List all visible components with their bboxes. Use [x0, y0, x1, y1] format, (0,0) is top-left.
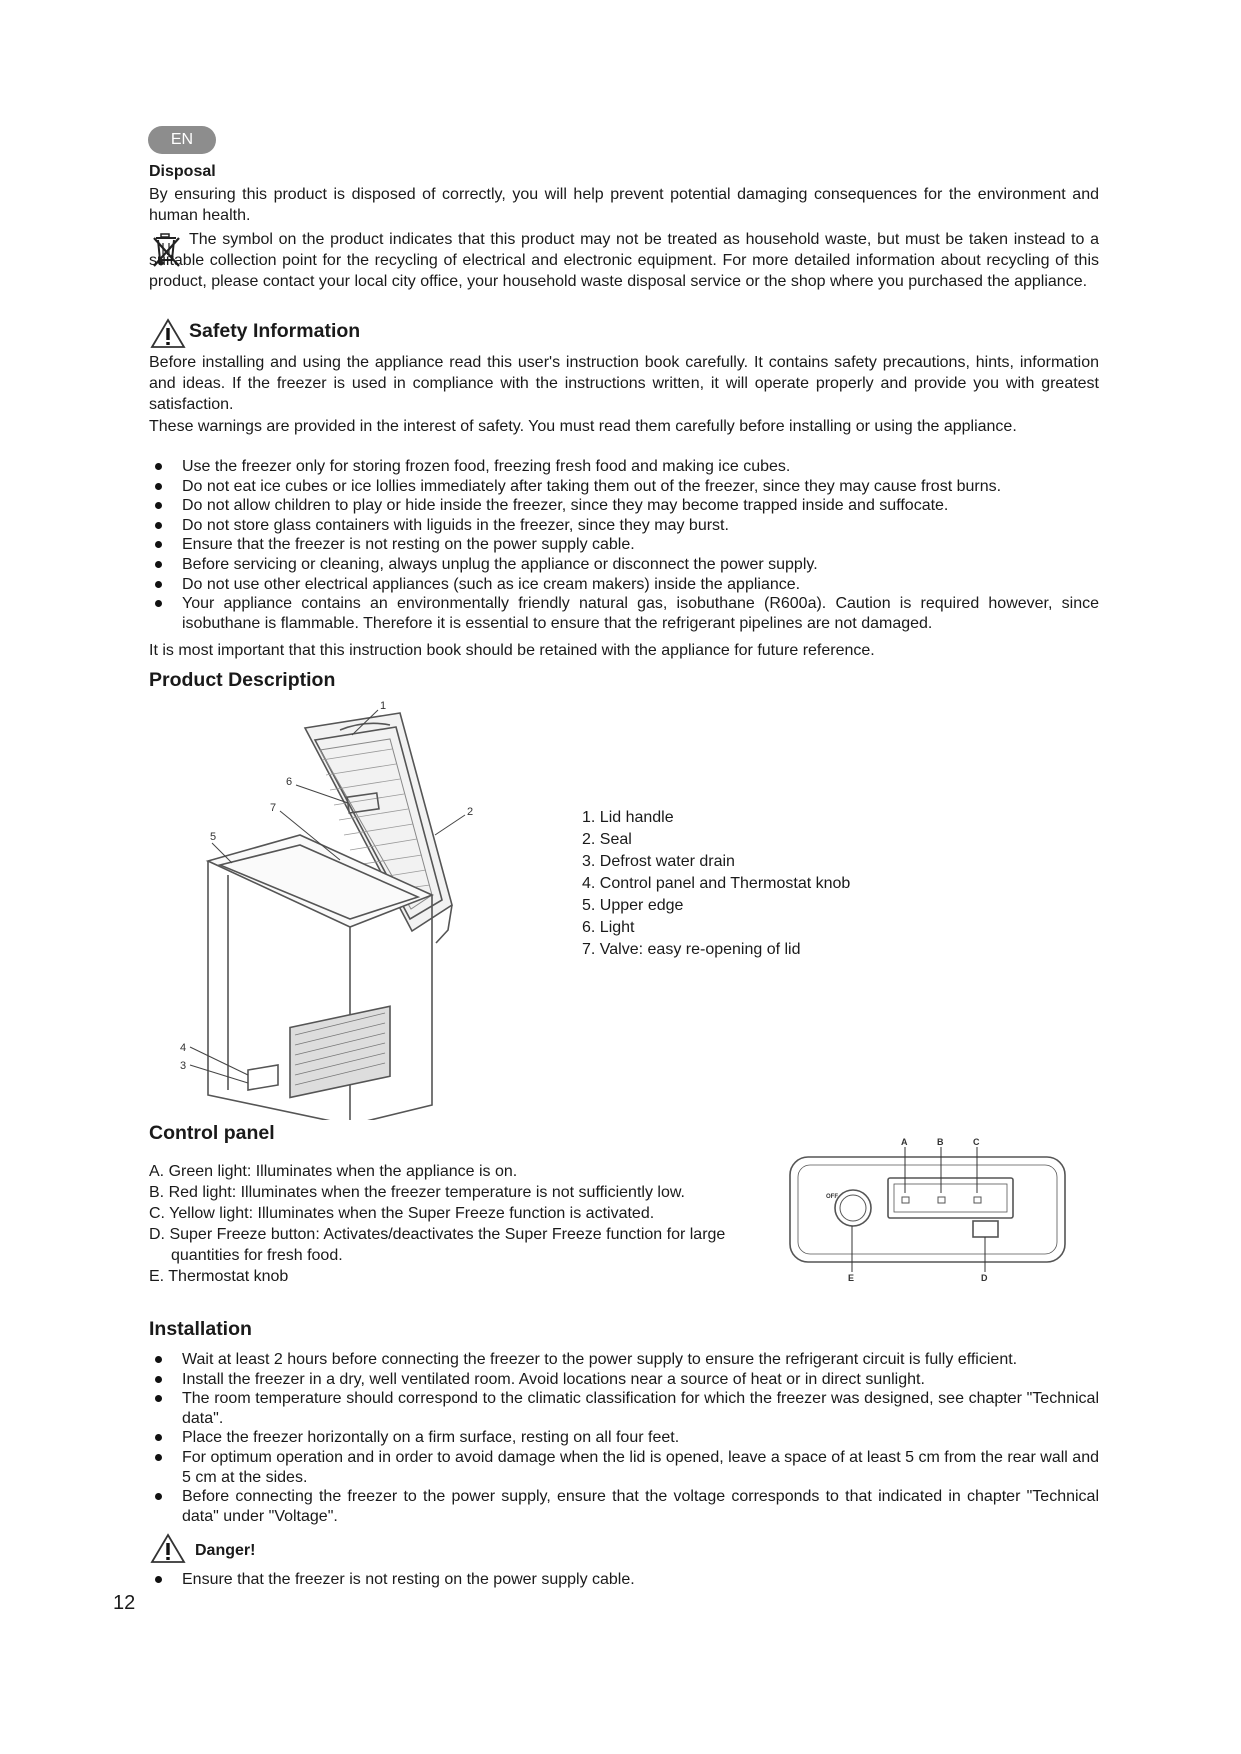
safety-heading: Safety Information	[189, 320, 361, 342]
product-description-heading: Product Description	[149, 669, 336, 691]
legend-item: 6. Light	[582, 919, 635, 936]
list-item: Your appliance contains an environmentally friendly natural gas, isobuthane (R600a). Caution is required however, since isobuthane is flammable. Therefore it is essential to ensure that the refrigerant pipelines are not damaged.	[149, 594, 1099, 633]
list-item: Ensure that the freezer is not resting on the power supply cable.	[149, 535, 1099, 555]
legend-item: 5. Upper edge	[582, 897, 684, 914]
list-item: Before servicing or cleaning, always unplug the appliance or disconnect the power supply.	[149, 555, 1099, 575]
label-a: A	[901, 1137, 908, 1147]
callout-3: 3	[180, 1060, 187, 1072]
legend-item: 2. Seal	[582, 831, 632, 848]
warning-triangle-icon	[150, 1533, 186, 1564]
label-b: B	[937, 1137, 944, 1147]
freezer-diagram	[170, 695, 490, 1120]
installation-list	[149, 1350, 1099, 1526]
safety-paragraph-2: These warnings are provided in the interest of safety. You must read them carefully before installing or using the appliance.	[149, 418, 1017, 435]
list-item: Do not store glass containers with liguids in the freezer, since they may burst.	[149, 516, 1099, 536]
list-item: Ensure that the freezer is not resting on the power supply cable.	[149, 1570, 1099, 1590]
knob-label: OFF	[826, 1194, 838, 1200]
list-item: Wait at least 2 hours before connecting the freezer to the power supply to ensure the refrigerant circuit is fully efficient.	[149, 1350, 1099, 1370]
list-item: For optimum operation and in order to avoid damage when the lid is opened, leave a space of at least 5 cm from the rear wall and 5 cm at the sides.	[149, 1448, 1099, 1487]
list-item: Do not eat ice cubes or ice lollies immediately after taking them out of the freezer, since they may cause frost burns.	[149, 477, 1099, 497]
callout-7: 7	[270, 802, 277, 814]
product-legend	[582, 807, 850, 961]
list-item: The room temperature should correspond to the climatic classification for which the freezer was designed, see chapter "Technical data".	[149, 1389, 1099, 1428]
control-panel-heading: Control panel	[149, 1122, 275, 1144]
warning-triangle-icon	[150, 318, 186, 349]
list-item: D. Super Freeze button: Activates/deactivates the Super Freeze function for large quantities for fresh food.	[149, 1226, 726, 1264]
callout-1: 1	[380, 700, 387, 712]
safety-warnings-list	[149, 457, 1099, 633]
control-panel-list	[149, 1161, 729, 1287]
legend-item: 1. Lid handle	[582, 809, 674, 826]
callout-2: 2	[467, 806, 474, 818]
safety-closing-note: It is most important that this instruction book should be retained with the appliance for future reference.	[149, 642, 875, 659]
danger-list	[149, 1570, 1099, 1590]
control-panel-diagram	[780, 1135, 1080, 1285]
list-item: Install the freezer in a dry, well ventilated room. Avoid locations near a source of heat or in direct sunlight.	[149, 1370, 1099, 1390]
installation-heading: Installation	[149, 1318, 252, 1340]
legend-item: 4. Control panel and Thermostat knob	[582, 875, 851, 892]
disposal-paragraph-2: The symbol on the product indicates that this product may not be treated as household waste, but must be taken instead to a suitable collection point for the recycling of electrical and electronic equipment. For more detailed information about recycling of this product, please contact your local city office, your household waste disposal service or the shop where you purchased the appliance.	[149, 231, 1099, 290]
language-badge: EN	[148, 126, 216, 154]
list-item: Do not allow children to play or hide inside the freezer, since they may become trapped inside and suffocate.	[149, 496, 1099, 516]
danger-heading: Danger!	[195, 1542, 256, 1559]
callout-6: 6	[286, 776, 293, 788]
label-c: C	[973, 1137, 980, 1147]
legend-item: 7. Valve: easy re-opening of lid	[582, 941, 801, 958]
list-item: Do not use other electrical appliances (such as ice cream makers) inside the appliance.	[149, 575, 1099, 595]
page-number: 12	[113, 1592, 136, 1614]
label-d: D	[981, 1273, 988, 1283]
list-item: B. Red light: Illuminates when the freezer temperature is not sufficiently low.	[149, 1184, 685, 1201]
list-item: Use the freezer only for storing frozen food, freezing fresh food and making ice cubes.	[149, 457, 1099, 477]
list-item: E. Thermostat knob	[149, 1268, 289, 1285]
disposal-heading: Disposal	[149, 163, 216, 180]
callout-4: 4	[180, 1042, 187, 1054]
callout-5: 5	[210, 831, 217, 843]
label-e: E	[848, 1273, 855, 1283]
list-item: A. Green light: Illuminates when the appliance is on.	[149, 1163, 518, 1180]
safety-paragraph-1: Before installing and using the appliance read this user's instruction book carefully. It contains safety precautions, hints, information and ideas. If the freezer is used in compliance with the instructions written, it will operate properly and provide you with greatest satisfaction.	[149, 354, 1099, 413]
list-item: C. Yellow light: Illuminates when the Super Freeze function is activated.	[149, 1205, 655, 1222]
legend-item: 3. Defrost water drain	[582, 853, 735, 870]
list-item: Place the freezer horizontally on a firm surface, resting on all four feet.	[149, 1428, 1099, 1448]
list-item: Before connecting the freezer to the power supply, ensure that the voltage corresponds to that indicated in chapter "Technical data" under "Voltage".	[149, 1487, 1099, 1526]
disposal-paragraph-1: By ensuring this product is disposed of correctly, you will help prevent potential damaging consequences for the environment and human health.	[149, 186, 1099, 224]
